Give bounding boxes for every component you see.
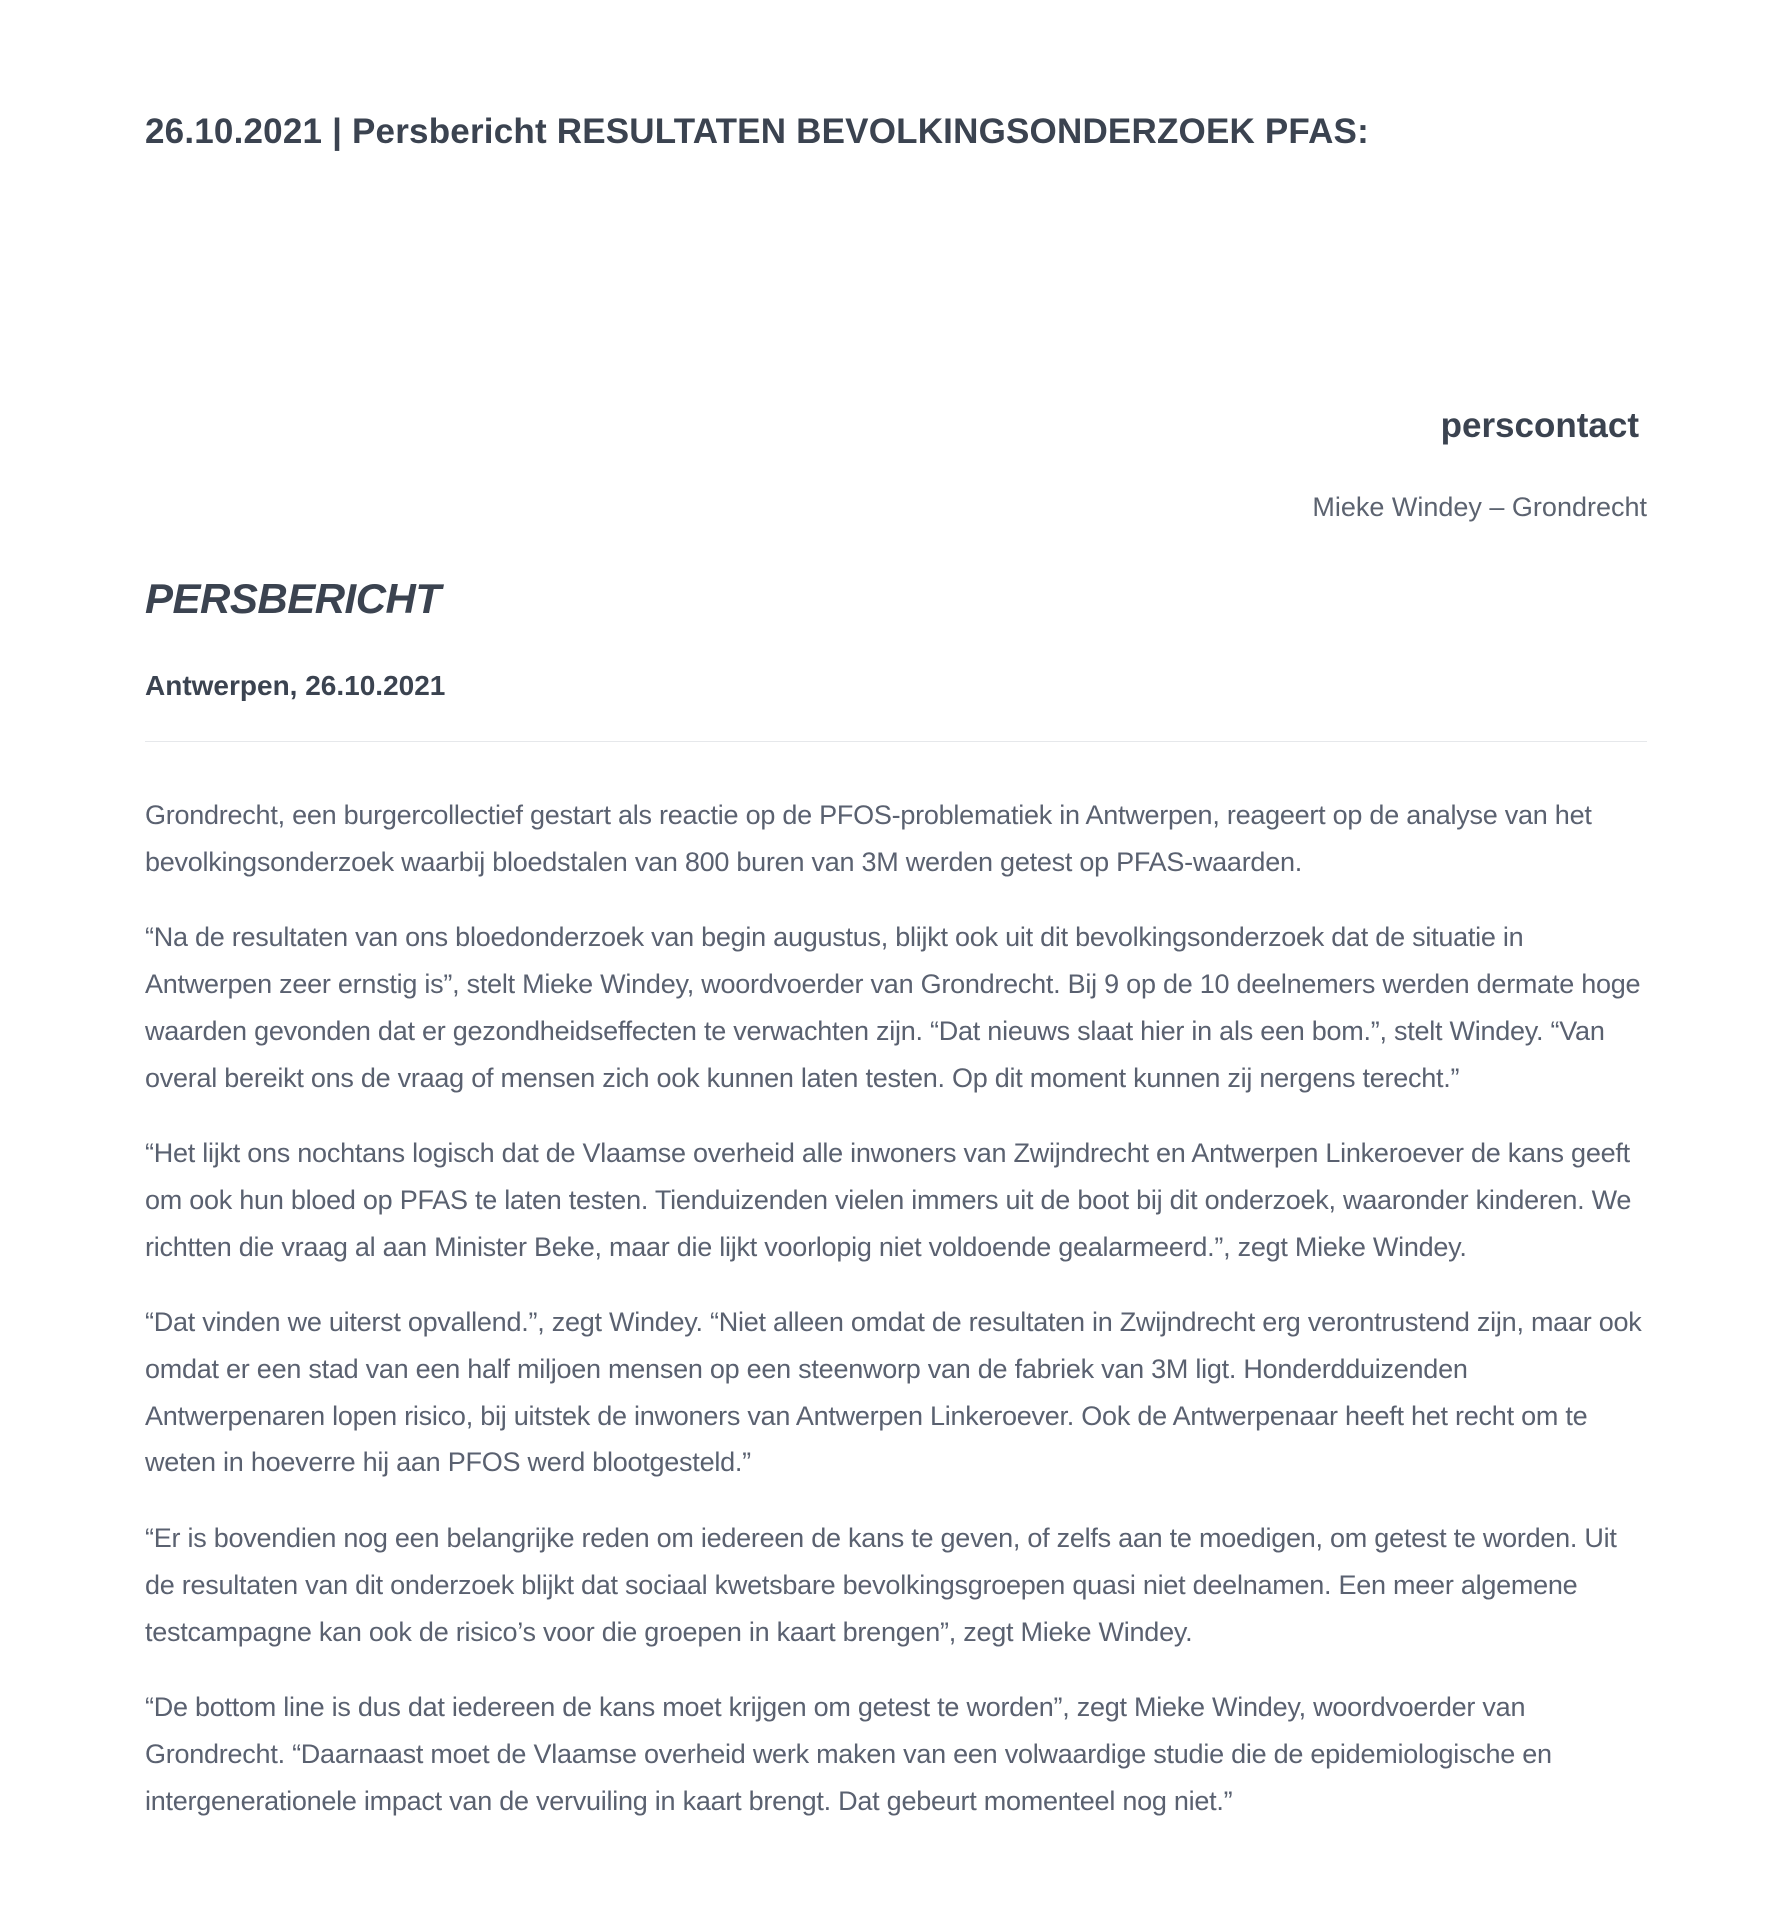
page-title: 26.10.2021 | Persbericht RESULTATEN BEVOLKINGSONDERZOEK PFAS: [145,112,1369,151]
body-paragraph: Grondrecht, een burgercollectief gestart als reactie op de PFOS-problematiek in Antwerpen, reageert op de analyse van het bevolkingsonderzoek waarbij bloedstalen van 800 buren van 3M werden getest op PFAS-waarden. [145,800,1592,877]
press-contact-heading: perscontact [1440,406,1639,445]
dateline: Antwerpen, 26.10.2021 [145,670,446,701]
body-paragraph: “Na de resultaten van ons bloedonderzoek van begin augustus, blijkt ook uit dit bevolkingsonderzoek dat de situatie in Antwerpen zeer ernstig is”, stelt Mieke Windey, woordvoerder van Grondrecht. Bij 9 op de 10 deelnemers werden dermate hoge waarden gevonden dat er gezondheidseffecten te verwachten zijn. “Dat nieuws slaat hier in als een bom.”, stelt Windey. “Van overal bereikt ons de vraag of mensen zich ook kunnen laten testen. Op dit moment kunnen zij nergens terecht.” [145,922,1641,1093]
body-paragraph: “Dat vinden we uiterst opvallend.”, zegt Windey. “Niet alleen omdat de resultaten in Zwijndrecht erg verontrustend zijn, maar ook omdat er een stad van een half miljoen mensen op een steenworp van de fabriek van 3M ligt. Honderdduizenden Antwerpenaren lopen risico, bij uitstek de inwoners van Antwerpen Linkeroever. Ook de Antwerpenaar heeft het recht om te weten in hoeverre hij aan PFOS werd blootgesteld.” [145,1307,1642,1478]
document-type-heading: PERSBERICHT [145,575,441,622]
body-paragraph: “Het lijkt ons nochtans logisch dat de Vlaamse overheid alle inwoners van Zwijndrecht en Antwerpen Linkeroever de kans geeft om ook hun bloed op PFAS te laten testen. Tienduizenden vielen immers uit de boot bij dit onderzoek, waaronder kinderen. We richtten die vraag al aan Minister Beke, maar die lijkt voorlopig niet voldoende gealarmeerd.”, zegt Mieke Windey. [145,1138,1632,1262]
press-contact-name: Mieke Windey – Grondrecht [1312,492,1647,522]
body-paragraph: “Er is bovendien nog een belangrijke reden om iedereen de kans te geven, of zelfs aan te moedigen, om getest te worden. Uit de resultaten van dit onderzoek blijkt dat sociaal kwetsbare bevolkingsgroepen quasi niet deelnamen. Een meer algemene testcampagne kan ook de risico’s voor die groepen in kaart brengen”, zegt Mieke Windey. [145,1523,1617,1647]
divider [145,741,1647,742]
body-paragraph: “De bottom line is dus dat iedereen de kans moet krijgen om getest te worden”, zegt Mieke Windey, woordvoerder van Grondrecht. “Daarnaast moet de Vlaamse overheid werk maken van een volwaardige studie die de epidemiologische en intergenerationele impact van de vervuiling in kaart brengt. Dat gebeurt momenteel nog niet.” [145,1692,1552,1816]
press-release-body [145,792,1647,1853]
